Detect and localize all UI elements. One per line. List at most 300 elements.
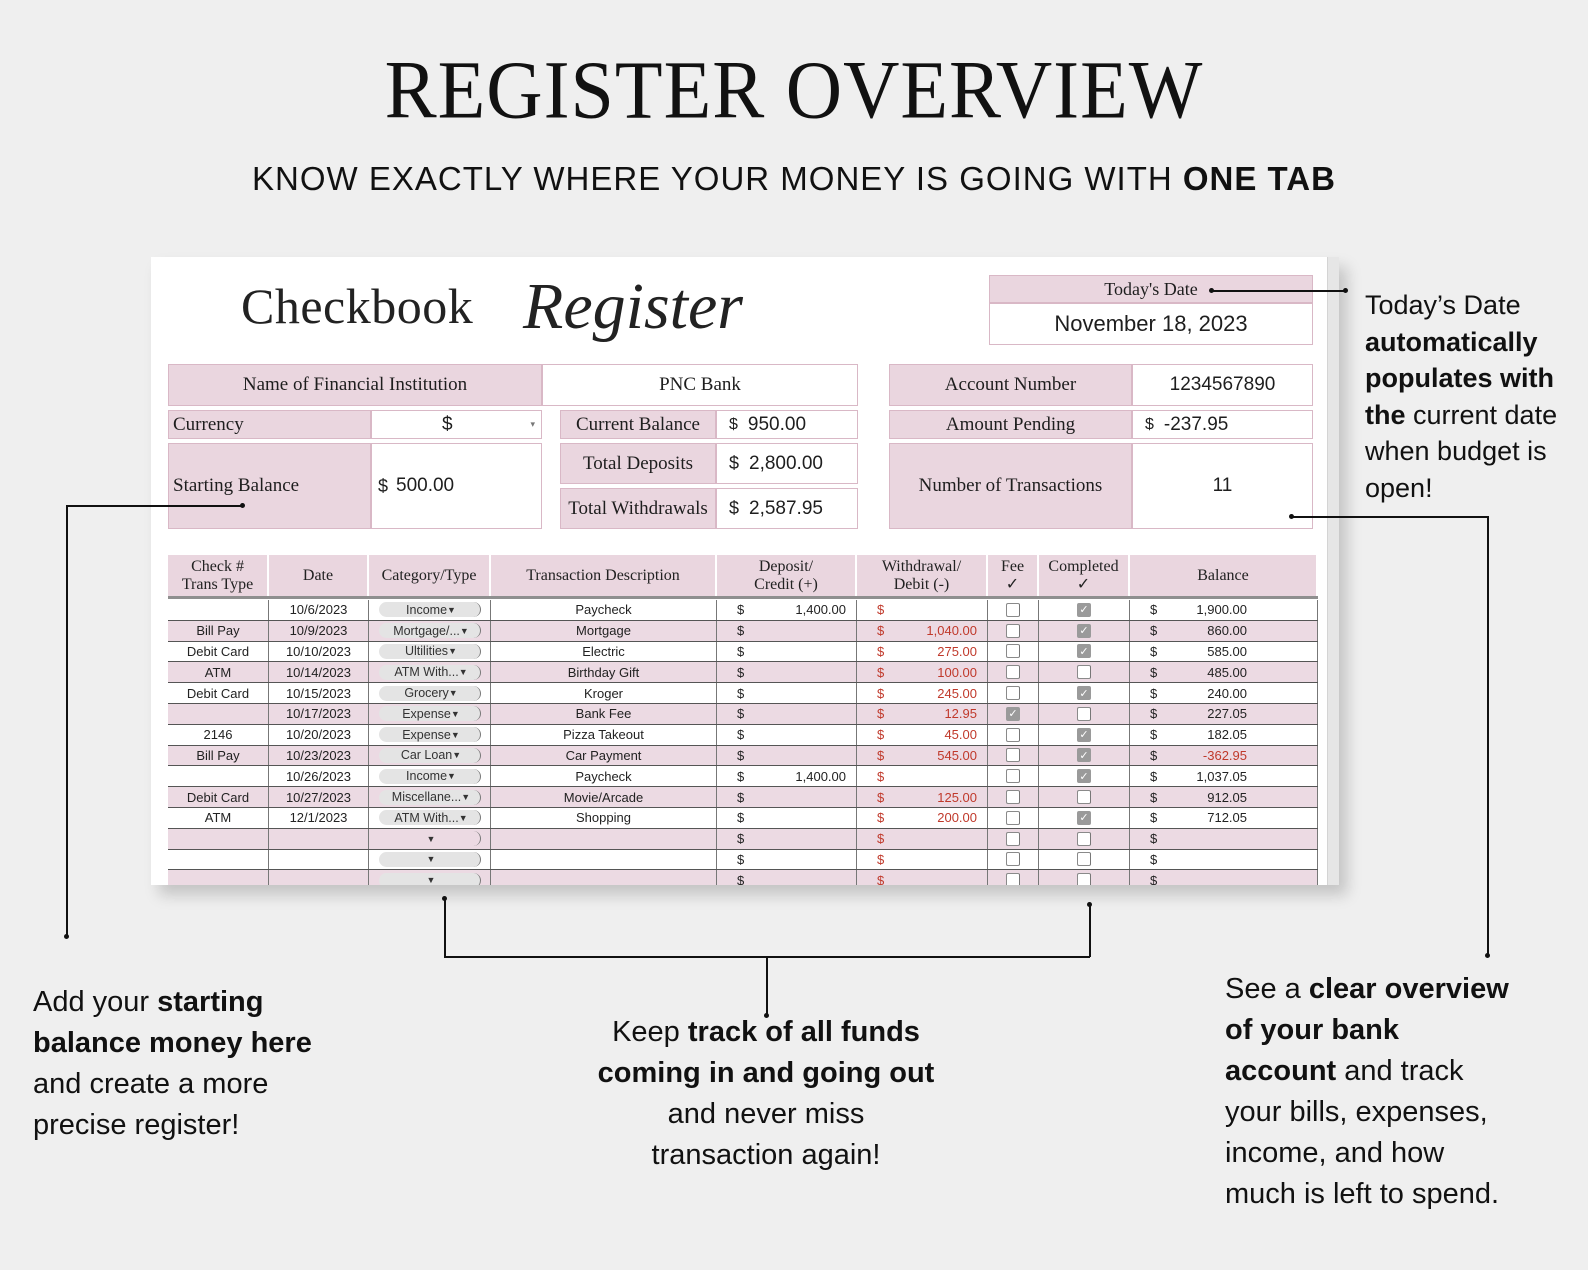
cell-fee[interactable]	[988, 704, 1039, 724]
column-header: Withdrawal/ Debit (-)	[857, 555, 988, 596]
fee-checkbox[interactable]	[1006, 686, 1020, 700]
cell-category[interactable]	[369, 766, 491, 786]
current-balance-symbol: $	[729, 415, 738, 433]
cell-deposit[interactable]	[717, 829, 857, 849]
balance-value: 712.05	[1207, 810, 1247, 826]
cell-fee[interactable]	[988, 808, 1039, 828]
fee-checkbox[interactable]	[1006, 790, 1020, 804]
fee-checkbox[interactable]	[1006, 852, 1020, 866]
completed-checkbox[interactable]	[1077, 665, 1091, 679]
callout-date-line: when budget is	[1365, 436, 1547, 466]
currency-symbol: $	[1150, 747, 1158, 763]
cell-date[interactable]: 10/17/2023	[269, 704, 369, 724]
cell-withdrawal[interactable]	[857, 725, 988, 745]
callout-start-line: and create a more	[33, 1068, 269, 1100]
withdrawal-value: 545.00	[937, 747, 977, 763]
start-connector-dot-end	[64, 934, 69, 939]
currency-symbol: $	[1150, 831, 1158, 847]
category-dropdown[interactable]	[379, 623, 481, 638]
cell-trans-type[interactable]	[168, 766, 269, 786]
cell-withdrawal[interactable]	[857, 746, 988, 766]
currency-symbol: $	[737, 623, 745, 639]
cell-description[interactable]: Shopping	[491, 808, 717, 828]
currency-value: $	[442, 413, 453, 435]
currency-symbol: $	[877, 831, 885, 847]
callout-start-line: balance money here	[33, 1027, 312, 1059]
chevron-down-icon: ▼	[426, 875, 436, 885]
currency-symbol: $	[1150, 664, 1158, 680]
fee-checkbox[interactable]	[1006, 728, 1020, 742]
cell-date[interactable]: 10/27/2023	[269, 787, 369, 807]
currency-symbol: $	[737, 706, 745, 722]
cell-deposit[interactable]	[717, 850, 857, 870]
cell-date[interactable]: 10/23/2023	[269, 746, 369, 766]
cell-fee[interactable]	[988, 662, 1039, 682]
balance-value: -362.95	[1202, 747, 1247, 763]
cell-fee[interactable]	[988, 870, 1039, 885]
column-header: Completed ✓	[1039, 555, 1130, 596]
cell-withdrawal[interactable]	[857, 766, 988, 786]
currency-symbol: $	[737, 768, 745, 784]
cell-trans-type[interactable]: Bill Pay	[168, 621, 269, 641]
cell-withdrawal[interactable]	[857, 704, 988, 724]
cell-description[interactable]	[491, 870, 717, 885]
cell-fee[interactable]	[988, 746, 1039, 766]
date-connector-dot-end	[1343, 288, 1348, 293]
category-value: ATM With...	[394, 810, 459, 825]
cell-balance	[1130, 870, 1318, 885]
cell-trans-type[interactable]: Bill Pay	[168, 746, 269, 766]
chevron-down-icon: ▼	[458, 667, 468, 678]
cell-date[interactable]: 10/6/2023	[269, 600, 369, 620]
cell-deposit[interactable]	[717, 600, 857, 620]
cell-fee[interactable]	[988, 600, 1039, 620]
category-dropdown[interactable]	[379, 852, 481, 867]
completed-checkbox[interactable]	[1077, 707, 1091, 721]
callout-date-line: populates with	[1365, 363, 1554, 393]
currency-symbol: $	[877, 872, 885, 885]
category-dropdown[interactable]	[379, 748, 481, 763]
currency-symbol: $	[737, 643, 745, 659]
table-row	[168, 829, 1318, 850]
cell-date[interactable]: 12/1/2023	[269, 808, 369, 828]
starting-balance-label: Starting Balance	[168, 443, 371, 529]
currency-symbol: $	[877, 747, 885, 763]
cell-balance	[1130, 662, 1318, 682]
cell-trans-type[interactable]	[168, 870, 269, 885]
table-row	[168, 808, 1318, 829]
callout-todays-date	[1365, 287, 1557, 506]
callout-track-funds	[560, 1012, 972, 1176]
category-dropdown[interactable]	[379, 769, 481, 784]
cell-completed[interactable]	[1039, 746, 1130, 766]
num-transactions-label: Number of Transactions	[889, 443, 1132, 529]
total-withdrawals-value: 2,587.95	[749, 497, 823, 519]
category-value: Grocery	[404, 686, 449, 701]
chevron-down-icon: ▼	[458, 812, 468, 823]
cell-withdrawal[interactable]	[857, 662, 988, 682]
cell-completed[interactable]	[1039, 870, 1130, 885]
cell-trans-type[interactable]	[168, 829, 269, 849]
start-connector-line-v	[66, 505, 68, 937]
todays-date-label: Today's Date	[989, 275, 1313, 303]
amount-pending-symbol: $	[1145, 415, 1154, 433]
cell-completed[interactable]	[1039, 850, 1130, 870]
cell-category[interactable]	[369, 787, 491, 807]
cell-completed[interactable]	[1039, 808, 1130, 828]
chevron-down-icon: ▼	[461, 792, 471, 803]
table-row	[168, 850, 1318, 871]
cell-deposit[interactable]	[717, 766, 857, 786]
balance-value: 227.05	[1207, 706, 1247, 722]
cell-balance	[1130, 787, 1318, 807]
fee-checkbox[interactable]	[1006, 832, 1020, 846]
cell-fee[interactable]	[988, 683, 1039, 703]
start-connector-line-h	[66, 505, 244, 507]
chevron-down-icon: ▼	[448, 646, 457, 657]
completed-checkbox[interactable]: ✓	[1077, 603, 1091, 617]
cell-withdrawal[interactable]	[857, 642, 988, 662]
currency-symbol: $	[737, 789, 745, 805]
cell-fee[interactable]	[988, 725, 1039, 745]
fee-checkbox[interactable]: ✓	[1006, 707, 1020, 721]
chevron-down-icon: ▼	[448, 688, 458, 699]
cell-withdrawal[interactable]	[857, 870, 988, 885]
cell-category[interactable]	[369, 746, 491, 766]
cell-description[interactable]: Kroger	[491, 683, 717, 703]
completed-checkbox[interactable]: ✓	[1077, 644, 1091, 658]
cell-completed[interactable]	[1039, 725, 1130, 745]
cell-description[interactable]: Pizza Takeout	[491, 725, 717, 745]
cell-description[interactable]: Birthday Gift	[491, 662, 717, 682]
cell-description[interactable]: Paycheck	[491, 600, 717, 620]
fee-checkbox[interactable]	[1006, 624, 1020, 638]
cell-withdrawal[interactable]	[857, 829, 988, 849]
chevron-down-icon: ▾	[530, 419, 535, 429]
currency-select[interactable]	[371, 410, 542, 439]
column-header: Check # Trans Type	[168, 555, 269, 596]
cell-completed[interactable]	[1039, 683, 1130, 703]
completed-checkbox[interactable]	[1077, 832, 1091, 846]
track-connector-right	[1089, 905, 1091, 957]
category-dropdown[interactable]	[379, 686, 481, 701]
table-row	[168, 746, 1318, 767]
category-dropdown[interactable]	[379, 790, 481, 805]
cell-withdrawal[interactable]	[857, 850, 988, 870]
sheet-scrollbar[interactable]	[1327, 257, 1339, 885]
register-table-header	[168, 555, 1318, 599]
currency-symbol: $	[1150, 706, 1158, 722]
logo-script-text: Register	[523, 270, 743, 343]
balance-value: 240.00	[1207, 685, 1247, 701]
withdrawal-value: 125.00	[937, 789, 977, 805]
currency-symbol: $	[1150, 851, 1158, 867]
amount-pending-value: -237.95	[1163, 413, 1229, 435]
callout-overview	[1225, 969, 1509, 1215]
completed-checkbox[interactable]: ✓	[1077, 748, 1091, 762]
cell-fee[interactable]	[988, 621, 1039, 641]
callout-date-line: open!	[1365, 472, 1433, 503]
cell-balance	[1130, 829, 1318, 849]
currency-label: Currency	[168, 410, 371, 439]
cell-description[interactable]: Electric	[491, 642, 717, 662]
currency-symbol: $	[1150, 727, 1158, 743]
balance-value: 485.00	[1207, 664, 1247, 680]
category-value: Ultilities	[405, 644, 449, 659]
cell-date[interactable]	[269, 829, 369, 849]
fee-checkbox[interactable]	[1006, 644, 1020, 658]
currency-symbol: $	[737, 810, 745, 826]
column-header: Fee ✓	[988, 555, 1039, 596]
fee-checkbox[interactable]	[1006, 811, 1020, 825]
withdrawal-value: 12.95	[944, 706, 977, 722]
table-row	[168, 642, 1318, 663]
currency-symbol: $	[877, 623, 885, 639]
completed-checkbox[interactable]: ✓	[1077, 624, 1091, 638]
cell-category[interactable]	[369, 704, 491, 724]
cell-withdrawal[interactable]	[857, 600, 988, 620]
cell-deposit[interactable]	[717, 746, 857, 766]
completed-checkbox[interactable]: ✓	[1077, 811, 1091, 825]
table-row	[168, 704, 1318, 725]
cell-trans-type[interactable]	[168, 850, 269, 870]
cell-completed[interactable]	[1039, 642, 1130, 662]
cell-deposit[interactable]	[717, 662, 857, 682]
completed-checkbox[interactable]	[1077, 873, 1091, 885]
cell-withdrawal[interactable]	[857, 787, 988, 807]
cell-date[interactable]: 10/20/2023	[269, 725, 369, 745]
table-row	[168, 870, 1318, 885]
currency-symbol: $	[877, 664, 885, 680]
cell-category[interactable]	[369, 642, 491, 662]
institution-value[interactable]: PNC Bank	[542, 364, 858, 406]
fee-checkbox[interactable]	[1006, 665, 1020, 679]
cell-completed[interactable]	[1039, 621, 1130, 641]
cell-trans-type[interactable]: 2146	[168, 725, 269, 745]
cell-balance	[1130, 683, 1318, 703]
todays-date-value: November 18, 2023	[989, 303, 1313, 345]
currency-symbol: $	[877, 602, 885, 618]
cell-trans-type[interactable]: Debit Card	[168, 787, 269, 807]
currency-symbol: $	[1150, 623, 1158, 639]
withdrawal-value: 245.00	[937, 685, 977, 701]
cell-category[interactable]	[369, 600, 491, 620]
cell-date[interactable]: 10/14/2023	[269, 662, 369, 682]
cell-description[interactable]	[491, 829, 717, 849]
currency-symbol: $	[877, 789, 885, 805]
cell-category[interactable]	[369, 850, 491, 870]
cell-category[interactable]	[369, 621, 491, 641]
current-balance-field	[716, 410, 858, 439]
cell-balance	[1130, 850, 1318, 870]
currency-symbol: $	[737, 872, 745, 885]
completed-checkbox[interactable]	[1077, 790, 1091, 804]
callout-track-line: Keep track of all funds	[612, 1016, 920, 1048]
callout-track-line: and never miss	[667, 1098, 865, 1130]
cell-withdrawal[interactable]	[857, 683, 988, 703]
cell-deposit[interactable]	[717, 787, 857, 807]
cell-deposit[interactable]	[717, 642, 857, 662]
currency-symbol: $	[1150, 768, 1158, 784]
fee-checkbox[interactable]	[1006, 603, 1020, 617]
cell-completed[interactable]	[1039, 766, 1130, 786]
category-value: Expense	[402, 727, 451, 742]
category-dropdown[interactable]	[379, 873, 481, 885]
currency-symbol: $	[877, 727, 885, 743]
deposit-value: 1,400.00	[795, 602, 846, 618]
cell-fee[interactable]	[988, 829, 1039, 849]
cell-date[interactable]	[269, 870, 369, 885]
cell-category[interactable]	[369, 829, 491, 849]
cell-description[interactable]: Mortgage	[491, 621, 717, 641]
total-deposits-field	[716, 443, 858, 484]
fee-checkbox[interactable]	[1006, 873, 1020, 885]
cell-fee[interactable]	[988, 850, 1039, 870]
cell-completed[interactable]	[1039, 704, 1130, 724]
cell-category[interactable]	[369, 870, 491, 885]
callout-starting-balance	[33, 982, 312, 1146]
category-value: Car Loan	[400, 748, 453, 763]
cell-description[interactable]	[491, 850, 717, 870]
chevron-down-icon: ▼	[447, 604, 456, 615]
cell-description[interactable]: Bank Fee	[491, 704, 717, 724]
amount-pending-field	[1132, 410, 1313, 439]
chevron-down-icon: ▼	[450, 708, 460, 719]
currency-symbol: $	[737, 747, 745, 763]
withdrawal-value: 1,040.00	[926, 623, 977, 639]
table-row	[168, 662, 1318, 683]
cell-category[interactable]	[369, 662, 491, 682]
cell-category[interactable]	[369, 683, 491, 703]
table-row	[168, 600, 1318, 621]
callout-track-line: transaction again!	[651, 1139, 881, 1171]
currency-symbol: $	[877, 810, 885, 826]
callout-overview-line: your bills, expenses,	[1225, 1096, 1488, 1128]
balance-value: 1,900.00	[1196, 602, 1247, 618]
cell-deposit[interactable]	[717, 870, 857, 885]
page-title: REGISTER OVERVIEW	[384, 43, 1204, 136]
overview-connector-v	[1487, 516, 1489, 956]
cell-completed[interactable]	[1039, 662, 1130, 682]
cell-fee[interactable]	[988, 642, 1039, 662]
cell-trans-type[interactable]: Debit Card	[168, 683, 269, 703]
cell-description[interactable]: Movie/Arcade	[491, 787, 717, 807]
withdrawal-value: 275.00	[937, 643, 977, 659]
cell-balance	[1130, 704, 1318, 724]
cell-category[interactable]	[369, 808, 491, 828]
completed-checkbox[interactable]	[1077, 852, 1091, 866]
cell-deposit[interactable]	[717, 808, 857, 828]
date-connector-dot	[1209, 288, 1214, 293]
total-withdrawals-symbol: $	[729, 498, 740, 518]
balance-value: 860.00	[1207, 623, 1247, 639]
currency-symbol: $	[1150, 872, 1158, 885]
currency-symbol: $	[737, 831, 745, 847]
cell-trans-type[interactable]	[168, 600, 269, 620]
chevron-down-icon: ▼	[447, 771, 456, 782]
category-dropdown[interactable]	[379, 665, 481, 680]
balance-value: 182.05	[1207, 727, 1247, 743]
category-dropdown[interactable]	[379, 644, 481, 659]
fee-checkbox[interactable]	[1006, 748, 1020, 762]
chevron-down-icon: ▼	[426, 854, 436, 865]
chevron-down-icon: ▼	[450, 729, 460, 740]
cell-trans-type[interactable]: ATM	[168, 662, 269, 682]
category-value: Income	[406, 602, 448, 617]
table-row	[168, 766, 1318, 787]
cell-fee[interactable]	[988, 766, 1039, 786]
callout-overview-line: much is left to spend.	[1225, 1178, 1500, 1210]
completed-checkbox[interactable]: ✓	[1077, 686, 1091, 700]
currency-symbol: $	[737, 851, 745, 867]
currency-symbol: $	[737, 602, 745, 618]
cell-category[interactable]	[369, 725, 491, 745]
cell-deposit[interactable]	[717, 621, 857, 641]
category-dropdown[interactable]	[379, 810, 481, 825]
cell-balance	[1130, 808, 1318, 828]
cell-trans-type[interactable]: Debit Card	[168, 642, 269, 662]
cell-date[interactable]: 10/26/2023	[269, 766, 369, 786]
logo	[241, 270, 743, 343]
withdrawal-value: 200.00	[937, 810, 977, 826]
cell-description[interactable]: Paycheck	[491, 766, 717, 786]
cell-description[interactable]: Car Payment	[491, 746, 717, 766]
cell-deposit[interactable]	[717, 725, 857, 745]
account-number-label: Account Number	[889, 364, 1132, 406]
account-number-value[interactable]: 1234567890	[1132, 364, 1313, 406]
cell-completed[interactable]	[1039, 600, 1130, 620]
cell-deposit[interactable]	[717, 683, 857, 703]
starting-balance-field[interactable]	[371, 443, 542, 529]
category-dropdown[interactable]	[379, 727, 481, 742]
table-row	[168, 621, 1318, 642]
cell-completed[interactable]	[1039, 787, 1130, 807]
column-header: Date	[269, 555, 369, 596]
balance-value: 1,037.05	[1196, 768, 1247, 784]
cell-date[interactable]: 10/9/2023	[269, 621, 369, 641]
cell-deposit[interactable]	[717, 704, 857, 724]
fee-checkbox[interactable]	[1006, 769, 1020, 783]
callout-overview-line: account and track	[1225, 1055, 1464, 1087]
completed-checkbox[interactable]: ✓	[1077, 728, 1091, 742]
category-value: Miscellane...	[391, 790, 462, 805]
cell-fee[interactable]	[988, 787, 1039, 807]
table-row	[168, 787, 1318, 808]
register-sheet	[151, 257, 1339, 885]
track-connector-dot-right	[1087, 902, 1092, 907]
cell-date[interactable]: 10/10/2023	[269, 642, 369, 662]
cell-date[interactable]	[269, 850, 369, 870]
cell-trans-type[interactable]	[168, 704, 269, 724]
category-dropdown[interactable]	[379, 831, 481, 846]
cell-withdrawal[interactable]	[857, 621, 988, 641]
overview-connector-h	[1292, 516, 1488, 518]
page-subtitle	[0, 160, 1588, 198]
cell-date[interactable]: 10/15/2023	[269, 683, 369, 703]
currency-symbol: $	[877, 643, 885, 659]
completed-checkbox[interactable]: ✓	[1077, 769, 1091, 783]
cell-withdrawal[interactable]	[857, 808, 988, 828]
category-dropdown[interactable]	[379, 602, 481, 617]
track-connector-stem	[766, 956, 768, 1016]
total-deposits-symbol: $	[729, 453, 740, 473]
currency-symbol: $	[1150, 685, 1158, 701]
cell-trans-type[interactable]: ATM	[168, 808, 269, 828]
category-dropdown[interactable]	[379, 706, 481, 721]
start-connector-dot	[240, 503, 245, 508]
cell-completed[interactable]	[1039, 829, 1130, 849]
total-withdrawals-field	[716, 488, 858, 529]
